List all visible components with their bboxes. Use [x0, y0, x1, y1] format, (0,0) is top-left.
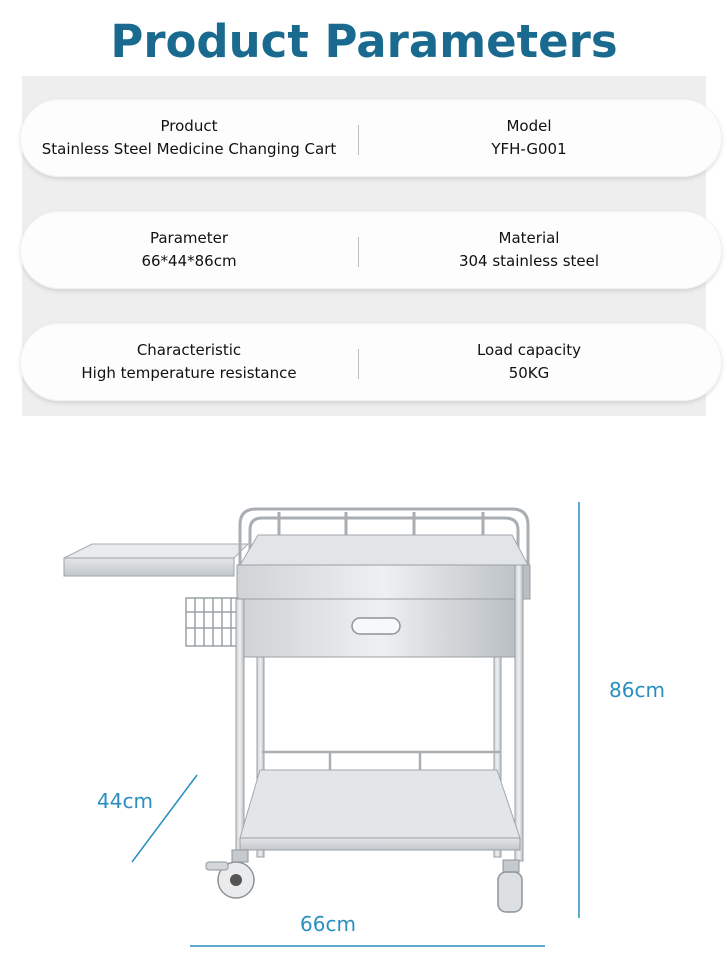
param-value: 66*44*86cm	[141, 252, 237, 270]
side-shelf	[64, 544, 248, 576]
param-label: Characteristic	[136, 341, 242, 359]
param-label: Load capacity	[476, 341, 582, 359]
param-label: Product	[160, 117, 218, 135]
dimension-width-label: 66cm	[300, 912, 356, 936]
param-value: High temperature resistance	[81, 364, 297, 382]
param-value: 50KG	[508, 364, 550, 382]
caster-wheels	[206, 850, 522, 912]
param-label: Parameter	[149, 229, 229, 247]
param-value: YFH-G001	[491, 140, 567, 158]
drawer-handle	[352, 618, 400, 634]
cart-body	[237, 565, 530, 657]
param-label: Model	[506, 117, 552, 135]
param-label: Material	[498, 229, 560, 247]
dimension-height-label: 86cm	[609, 678, 665, 702]
param-value: 304 stainless steel	[458, 252, 600, 270]
page-title: Product Parameters	[110, 15, 618, 68]
param-value: Stainless Steel Medicine Changing Cart	[41, 140, 337, 158]
top-tray	[240, 535, 528, 565]
dimension-depth-label: 44cm	[97, 789, 153, 813]
bottom-shelf	[240, 752, 520, 850]
wire-basket	[186, 598, 238, 646]
